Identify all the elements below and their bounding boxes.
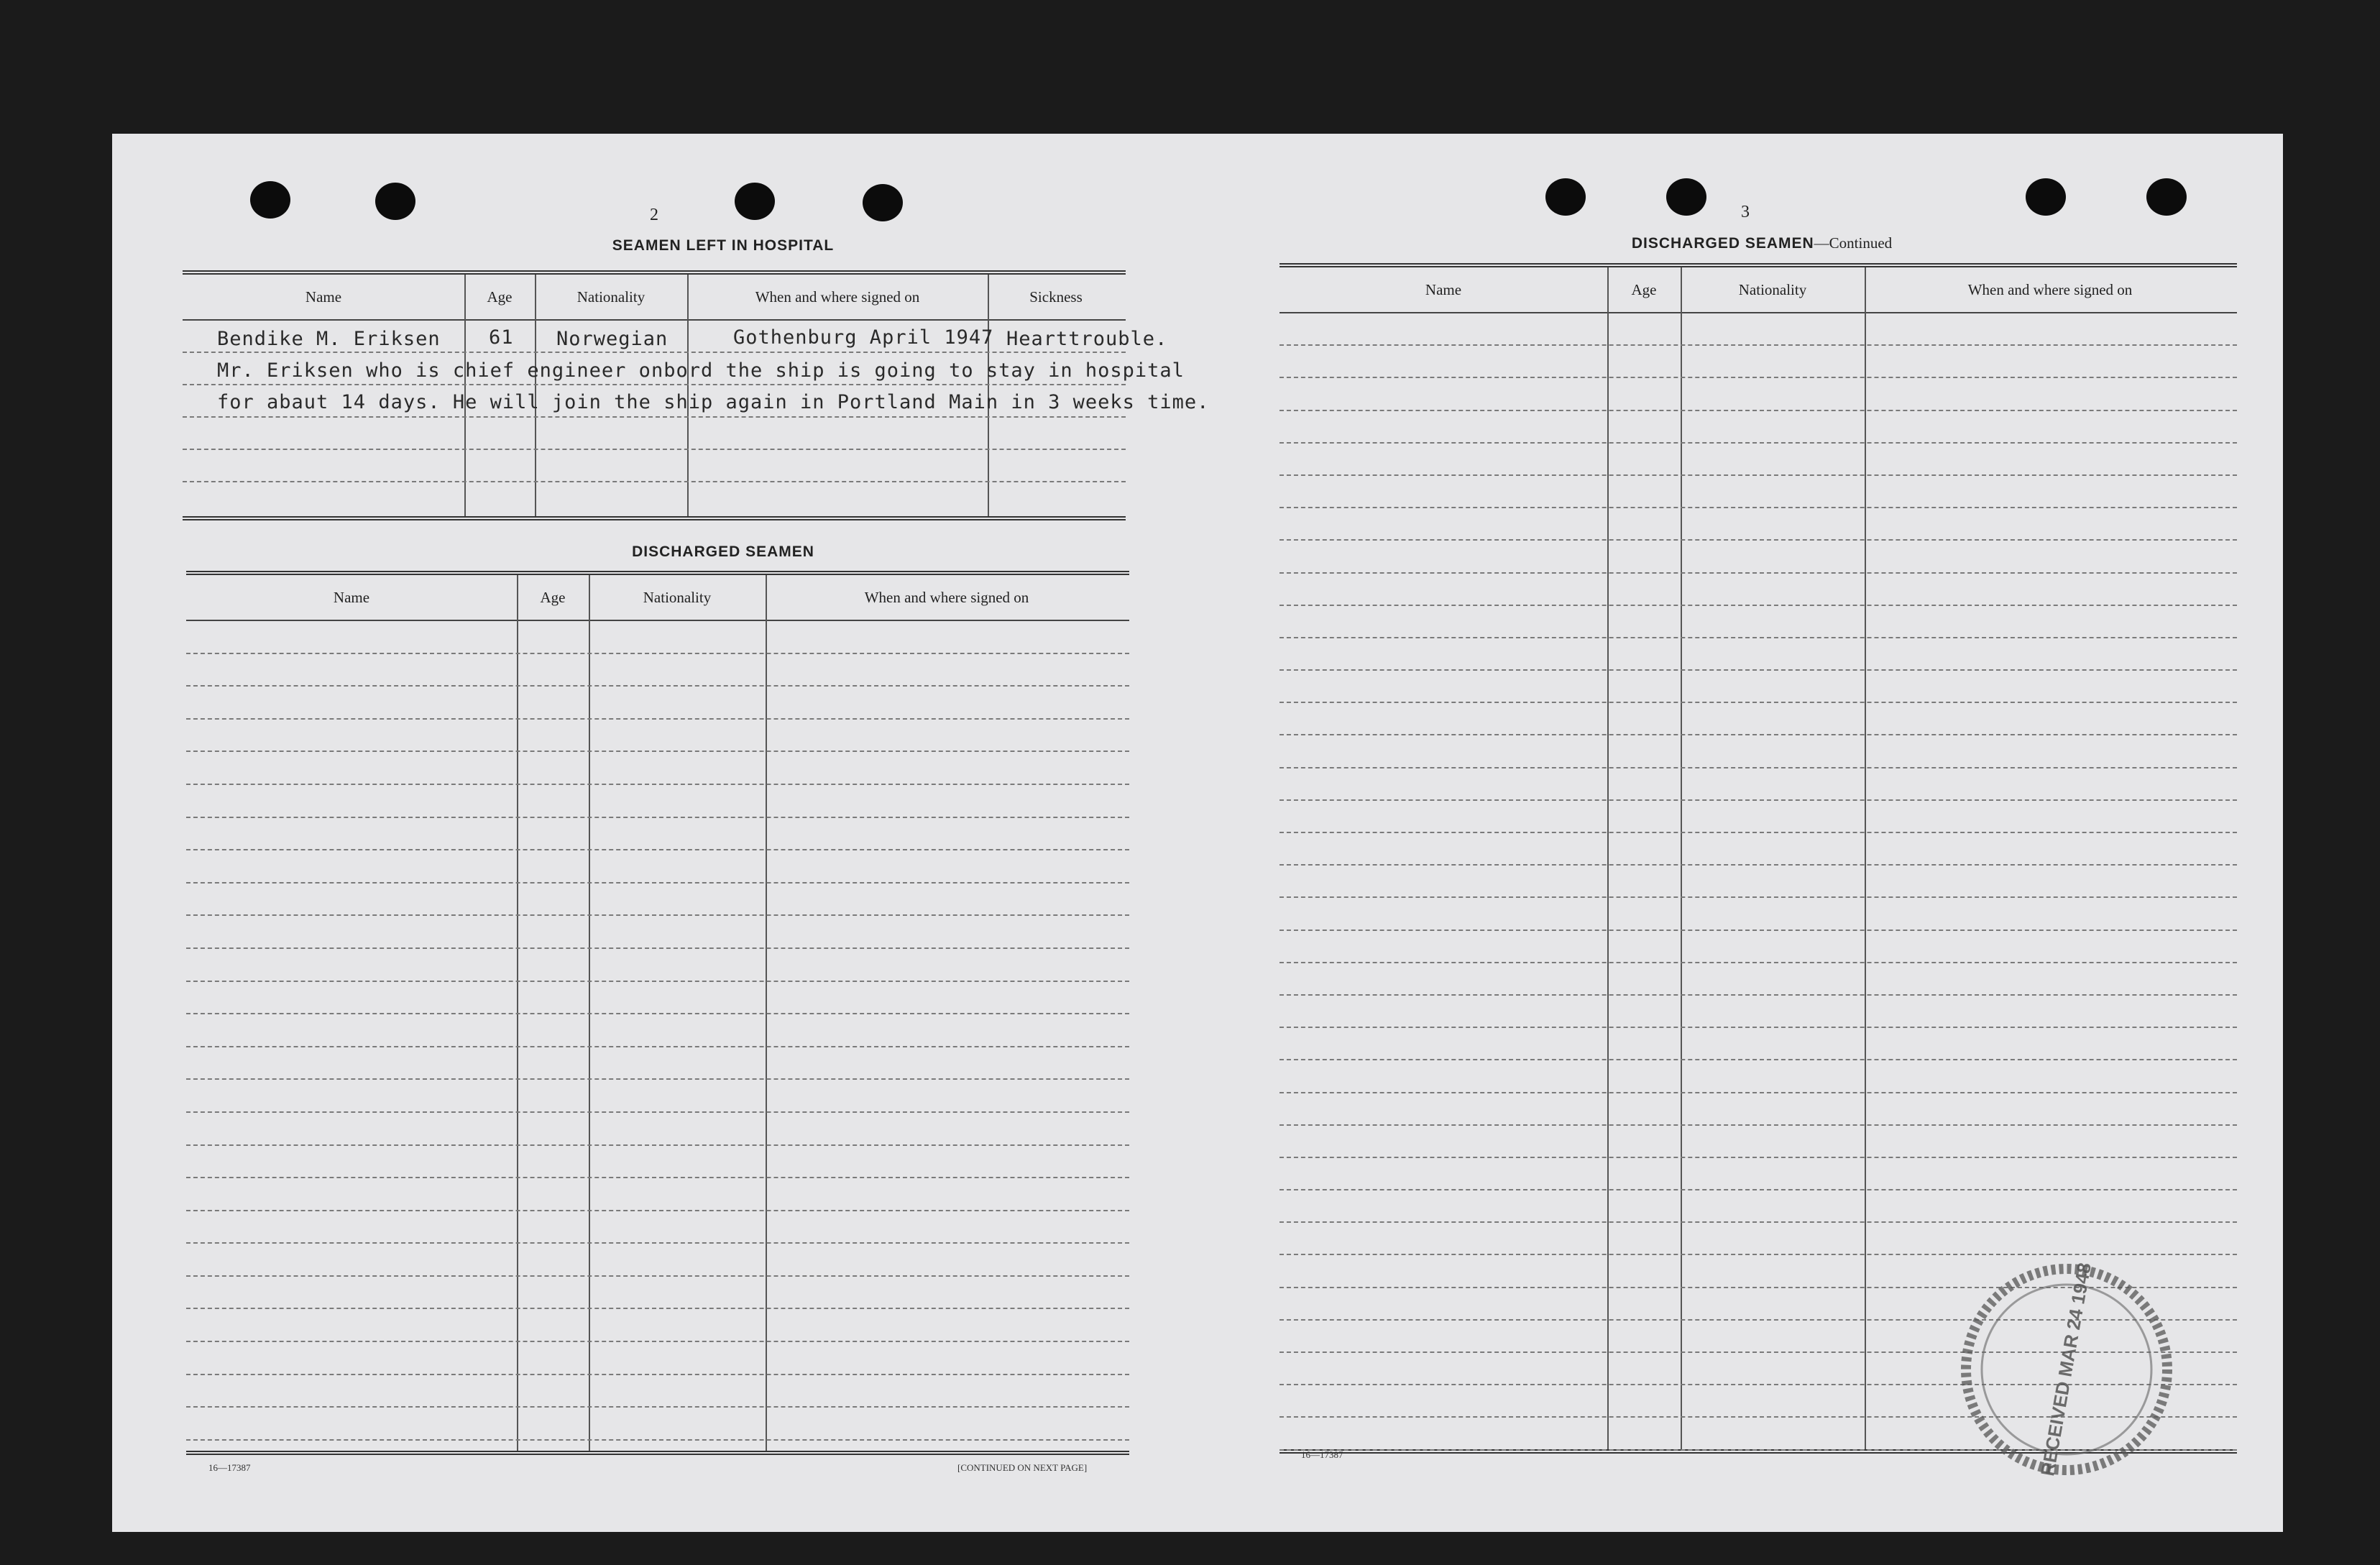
entry-sickness: Hearttrouble.	[1006, 328, 1168, 350]
col-signed-on: When and where signed on	[864, 588, 1029, 606]
table-row	[1279, 1190, 2237, 1223]
table-row	[1279, 931, 2237, 963]
table-row	[1279, 1060, 2237, 1093]
table-row	[183, 418, 1126, 450]
form-number-right: 16—17387	[1301, 1449, 1343, 1460]
discharged-rows-left	[186, 621, 1129, 1451]
table-row	[186, 720, 1129, 753]
table-row	[186, 1014, 1129, 1047]
table-row	[1279, 1158, 2237, 1190]
col-age: Age	[487, 288, 513, 306]
table-row	[186, 621, 1129, 654]
table-row	[1279, 1093, 2237, 1126]
table-row	[1279, 735, 2237, 768]
table-row	[1279, 703, 2237, 735]
punch-hole-icon	[2026, 178, 2066, 216]
table-row	[1279, 411, 2237, 444]
stamp-text: RECEIVED MAR 24 1948	[2036, 1261, 2095, 1478]
entry-note-line-1: Mr. Eriksen who is chief engineer onbord the ship is going to stay in hospital	[217, 359, 1185, 382]
entry-signed-on: Gothenburg April 1947	[733, 326, 994, 349]
table-row	[1279, 1028, 2237, 1060]
table-row	[186, 1309, 1129, 1342]
table-row	[186, 916, 1129, 949]
punch-hole-icon	[2146, 178, 2187, 216]
table-row	[186, 1211, 1129, 1244]
continued-suffix: —Continued	[1814, 234, 1893, 252]
col-name: Name	[305, 288, 342, 306]
table-row	[1279, 963, 2237, 996]
table-row	[1279, 768, 2237, 801]
table-row	[186, 884, 1129, 917]
hospital-table-header	[183, 275, 1126, 321]
table-row	[186, 752, 1129, 785]
entry-age: 61	[489, 326, 514, 349]
table-row	[1279, 574, 2237, 606]
punch-hole-icon	[1545, 178, 1586, 216]
entry-note-line-2: for abaut 14 days. He will join the ship again in Portland Main in 3 weeks time.	[217, 391, 1210, 413]
col-name: Name	[1425, 280, 1462, 298]
table-row	[186, 1080, 1129, 1113]
table-row	[1279, 801, 2237, 833]
discharged-table-left	[186, 571, 1129, 1455]
table-row	[1279, 866, 2237, 898]
table-row	[186, 1277, 1129, 1310]
punch-hole-icon	[863, 184, 903, 221]
col-nationality: Nationality	[576, 288, 645, 306]
table-row	[1279, 1126, 2237, 1158]
table-row	[1279, 444, 2237, 476]
discharged-heading-right: DISCHARGED SEAMEN	[1631, 235, 1814, 252]
received-stamp-icon	[1952, 1254, 2182, 1484]
col-sickness: Sickness	[1029, 288, 1083, 306]
continued-note: [CONTINUED ON NEXT PAGE]	[957, 1462, 1088, 1473]
discharged-table-header	[1279, 267, 2237, 313]
discharged-heading: DISCHARGED SEAMEN	[632, 543, 814, 560]
table-row	[186, 1113, 1129, 1146]
table-row	[183, 450, 1126, 482]
page-number-left: 2	[650, 206, 658, 224]
table-row	[186, 1047, 1129, 1080]
hospital-heading: SEAMEN LEFT IN HOSPITAL	[612, 237, 835, 254]
punch-hole-icon	[1666, 178, 1706, 216]
punch-hole-icon	[735, 183, 775, 220]
table-row	[1279, 508, 2237, 541]
table-row	[186, 982, 1129, 1015]
table-row	[1279, 476, 2237, 508]
table-row	[186, 1342, 1129, 1375]
table-row	[1279, 346, 2237, 378]
table-row	[1279, 638, 2237, 671]
page-number-right: 3	[1741, 203, 1750, 221]
col-nationality: Nationality	[1738, 280, 1807, 298]
table-row	[186, 1244, 1129, 1277]
col-age: Age	[540, 588, 566, 606]
table-row	[1279, 606, 2237, 638]
table-row	[1279, 996, 2237, 1028]
table-row	[186, 687, 1129, 720]
table-row	[186, 654, 1129, 687]
table-row	[186, 1178, 1129, 1211]
table-row	[186, 785, 1129, 818]
punch-hole-icon	[375, 183, 415, 220]
punch-hole-icon	[250, 181, 290, 219]
discharged-table-header	[186, 575, 1129, 621]
entry-name: Bendike M. Eriksen	[217, 328, 441, 350]
form-number-left: 16—17387	[208, 1462, 251, 1473]
table-row	[1279, 833, 2237, 866]
table-row	[186, 818, 1129, 851]
table-row	[186, 850, 1129, 884]
col-signed-on: When and where signed on	[755, 288, 920, 306]
entry-nationality: Norwegian	[556, 328, 668, 350]
table-row	[186, 1408, 1129, 1441]
col-signed-on: When and where signed on	[1967, 280, 2133, 298]
table-row	[1279, 671, 2237, 703]
col-nationality: Nationality	[643, 588, 712, 606]
table-row	[186, 949, 1129, 982]
table-row	[1279, 313, 2237, 346]
table-row	[1279, 898, 2237, 930]
table-row	[186, 1146, 1129, 1179]
table-row	[1279, 378, 2237, 410]
discharged-continued-heading	[1277, 234, 2247, 252]
table-row	[1279, 1223, 2237, 1255]
col-name: Name	[333, 588, 370, 606]
table-row	[1279, 541, 2237, 573]
hospital-table	[183, 270, 1210, 520]
table-row	[186, 1375, 1129, 1408]
col-age: Age	[1631, 280, 1657, 298]
